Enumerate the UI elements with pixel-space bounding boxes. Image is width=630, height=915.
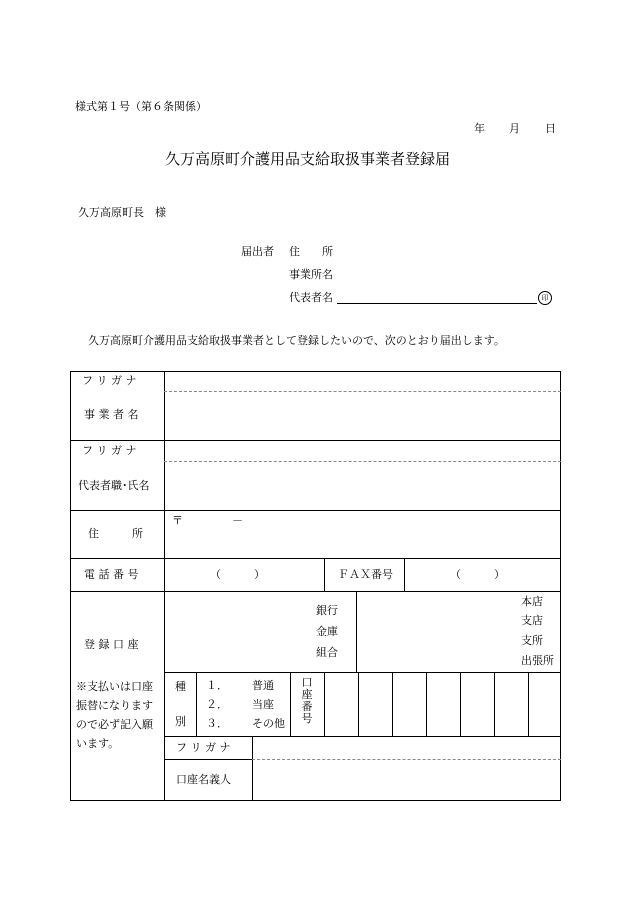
digit-divider [494,672,495,736]
fax-label: ＦＡＸ番号 [338,568,393,581]
kind-other: その他 [252,717,285,730]
day-label: 日 [545,122,556,135]
seal-mark: 印 [538,291,552,305]
row-divider [164,736,561,737]
holder-divider [252,736,253,801]
phone-divider [324,558,325,591]
kind-number-3: ３． [206,717,228,730]
applicant-representative-label: 代表者名 [289,291,333,304]
bank-type-bank: 銀行 [316,604,338,617]
note-line-4: います。 [76,737,120,750]
fax-paren: （ ） [450,568,505,581]
account-number-label: 口座番号 [301,676,313,725]
digit-divider [392,672,393,736]
kind-number-1: １． [206,679,228,692]
branch-type-branch: 支店 [521,614,543,627]
bank-type-shinkin: 金庫 [316,625,338,638]
kind-label-top: 種 [175,680,186,693]
representative-underline [337,303,537,304]
row-divider [70,558,561,559]
address-label: 住 所 [88,527,143,540]
branch-type-agency: 出張所 [521,654,554,667]
kind-number-2: ２． [206,698,228,711]
business-name-label: 事 業 者 名 [84,408,139,421]
digit-divider [460,672,461,736]
account-number-label-divider [324,672,325,736]
kind-end-divider [290,672,291,736]
digit-divider [528,672,529,736]
row-divider [70,440,561,441]
representative-title-label: 代表者職･氏名 [78,479,150,492]
addressee: 久万高原町長 様 [78,206,166,219]
row-divider [70,510,561,511]
furigana-divider-1 [164,391,561,392]
applicant-address-label: 住 所 [289,245,333,258]
phone-paren: （ ） [210,568,265,581]
row-divider [164,672,561,673]
phone-label: 電 話 番 号 [84,568,139,581]
month-label: 月 [509,122,520,135]
bank-divider [356,591,357,672]
kind-ordinary: 普通 [252,679,274,692]
digit-divider [426,672,427,736]
page-title: 久万高原町介護用品支給取扱事業者登録届 [165,150,451,168]
furigana-label-1: フ リ ガ ナ [82,374,137,387]
furigana-divider-3 [252,759,561,760]
applicant-label: 届出者 [241,245,274,258]
kind-label-bottom: 別 [175,715,186,728]
furigana-divider-2 [164,461,561,462]
furigana-label-3: フ リ ガ ナ [176,741,231,754]
branch-type-head: 本店 [521,595,543,608]
holder-label-divider [164,759,252,760]
form-number: 様式第１号（第６条関係） [75,100,207,113]
branch-type-sub: 支所 [521,634,543,647]
note-line-2: 振替になります [76,699,153,712]
kind-divider [196,672,197,736]
account-label: 登 録 口 座 [84,638,139,651]
note-line-3: ので必ず記入願 [76,718,153,731]
account-holder-label: 口座名義人 [176,773,231,786]
furigana-label-2: フ リ ガ ナ [82,444,137,457]
year-label: 年 [474,122,485,135]
digit-divider [358,672,359,736]
row-divider [70,591,561,592]
kind-checking: 当座 [252,698,274,711]
fax-divider [404,558,405,591]
applicant-office-label: 事業所名 [289,268,333,281]
postal-dash: － [232,514,243,527]
bank-type-union: 組合 [316,646,338,659]
intro-text: 久万高原町介護用品支給取扱事業者として登録したいので、次のとおり届出します。 [88,334,505,347]
postal-mark: 〒 [172,514,183,527]
note-line-1: ※支払いは口座 [76,680,153,693]
